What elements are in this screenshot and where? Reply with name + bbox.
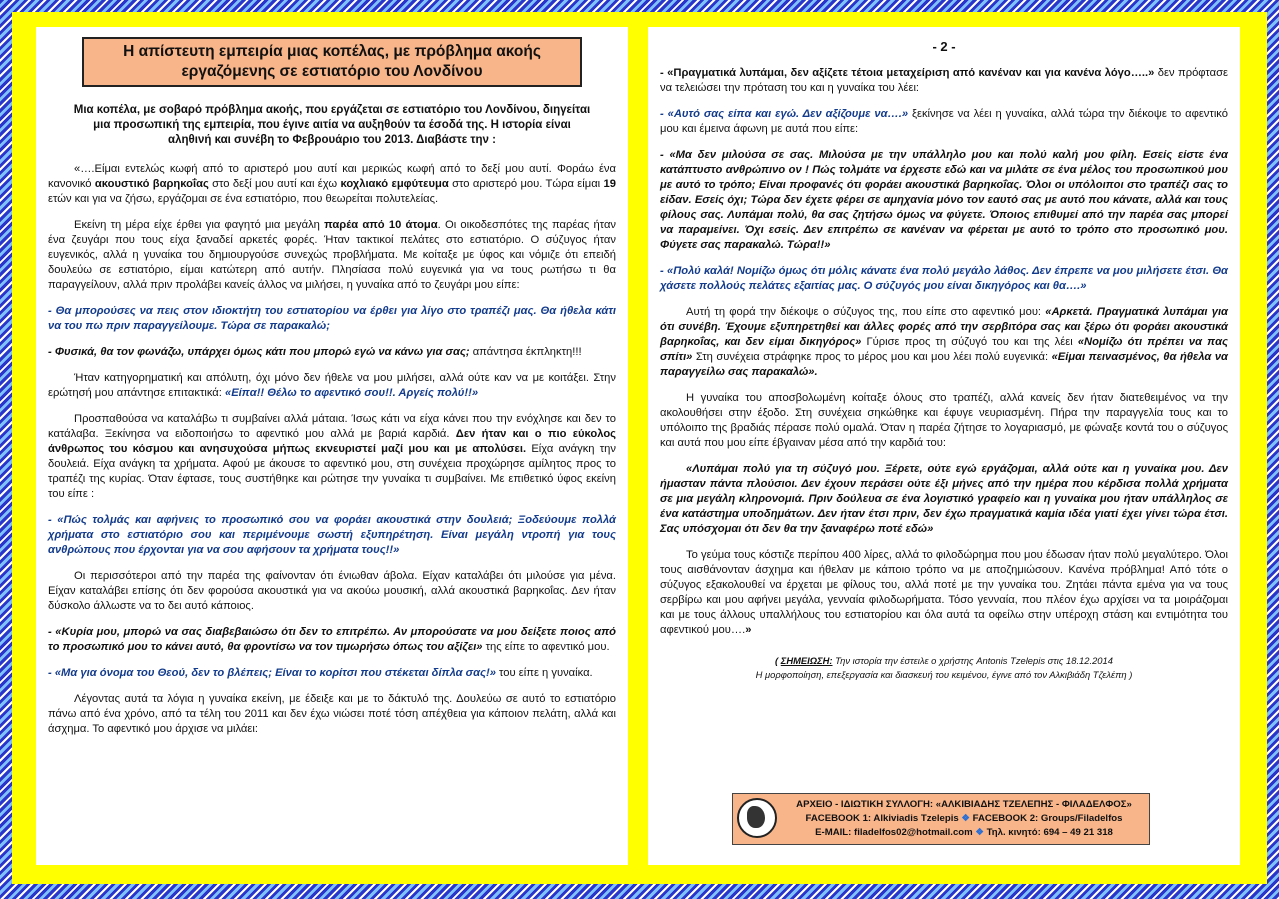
- archive-title: ΑΡΧΕΙΟ - ΙΔΙΩΤΙΚΗ ΣΥΛΛΟΓΗ: «ΑΛΚΙΒΙΑΔΗΣ ΤΖΕΛΕΠΗΣ - ΦΙΛΑΔΕΛΦΟΣ»: [796, 799, 1132, 810]
- page-1: [36, 27, 628, 865]
- quote-2: - Φυσικά, θα τον φωνάζω, υπάρχει όμως κάτι που μπορώ εγώ να κάνω για σας; απάντησα έκπληκτη!!!: [48, 346, 582, 358]
- quote-3: - «Πώς τολμάς και αφήνεις το προσωπικό σου να φοράει ακουστικά στην δουλειά; Ξοδεύουμε πολλά χρήματα στο εστιατόριο σου και περιμένουμε σωστή εξυπηρέτηση. Είναι μεγάλη ντροπή για τους ανθρώπους που έρχονται για να σου αφήσουν τα χρήματα τους!!»: [48, 514, 616, 556]
- reply-1: - «Πραγματικά λυπάμαι, δεν αξίζετε τέτοια μεταχείριση από κανέναν και για κανένα λόγο…..» δεν πρόφτασε να τελειώσει την πρόταση του και η γυναίκα του λέει:: [660, 67, 1229, 94]
- paragraph-4: Προσπαθούσα να καταλάβω τι συμβαίνει αλλά μάταια. Ίσως κάτι να είχα κάνει που την ενόχλησε και δεν το κατάλαβα. Ξεκίνησα να ειδοποιήσω το αφεντικό μου αλλά με βαριά καρδιά. Δεν ήταν και ο πιο εύκολος άνθρωπος του κόσμου και ανησυχούσα μήπως εκνευριστεί μαζί μου και με απολύσει. Είχα ανάγκη την δουλειά. Είχα ανάγκη τα χρήματα. Αφού με άκουσε το αφεντικό μου, στη συνέχεια προχώρησε αμίλητος προς το τραπέζι της κυρίας. Όταν έφτασε, τους συστήθηκε και ρώτησε την γυναίκα τι συμβαίνει. Με επιθετικό ύφος εκείνη του είπε :: [48, 413, 616, 500]
- globe-logo-icon: [737, 798, 777, 838]
- archive-box: [732, 793, 1150, 845]
- paragraph-2: Εκείνη τη μέρα είχε έρθει για φαγητό μια μεγάλη παρέα από 10 άτομα. Οι οικοδεσπότες της παρέας ήταν ένα ζευγάρι που τους είχα ξαναδεί αρκετές φορές. Ήταν τακτικοί πελάτες στο εστιατόριο. Ο σύζυγος ήταν ευγενικός, αλλά η γυναίκα του δημιουργούσε συνεχώς προβλήματα. Με κοίταξε με ύφος και νόμιζε ότι επειδή δουλεύω σε εστιατόριο, είμαι κατώτερη από αυτήν. Πλησίασα πολύ ευγενικά για να τους ρωτήσω τι θα παραγγείλουν, αλλά πριν προλάβει κανείς άλλος να μιλήσει, η γυναίκα από το ζευγάρι μου είπε:: [48, 219, 617, 291]
- quote-1: - Θα μπορούσες να πεις στον ιδιοκτήτη του εστιατορίου να έρθει για λίγο στο τραπέζι μας. Θα ήθελα κάτι να του πω πριν παραγγείλουμε. Τώρα σε παρακαλώ;: [48, 305, 616, 332]
- paragraph-1: «….Είμαι εντελώς κωφή από το αριστερό μου αυτί και μερικώς κωφή από το δεξί μου αυτί. Φοράω ένα κανονικό ακουστικό βαρηκοΐας στο δεξί μου αυτί και έχω κοχλιακό εμφύτευμα στο αριστερό μου. Τώρα είμαι 19 ετών και για να ζήσω, εργάζομαι σε ένα εστιατόριο, που θεωρείται πολυτελείας.: [48, 163, 616, 205]
- archive-contact: E-MAIL: filadelfos02@hotmail.com ❖ Τηλ. κινητό: 694 – 49 21 318: [815, 827, 1113, 838]
- quote-5: - «Μα για όνομα του Θεού, δεν το βλέπεις; Είναι το κορίτσι που στέκεται δίπλα σας!» του είπε η γυναίκα.: [48, 667, 593, 679]
- note: ( ΣΗΜΕΙΩΣΗ: Την ιστορία την έστειλε ο χρήστης Antonis Tzelepis στις 18.12.2014 Η μορφοποίηση, επεξεργασία και διασκευή του κειμένου, έγινε από τον Αλκιβιάδη Τζελέπη ): [755, 655, 1133, 680]
- article-title: Η απίστευτη εμπειρία μιας κοπέλας, με πρόβλημα ακοής εργαζόμενης σε εστιατόριο του Λονδίνου: [82, 37, 582, 87]
- page-2: [648, 27, 1240, 865]
- paragraph-tip: Το γεύμα τους κόστιζε περίπου 400 λίρες, αλλά το φιλοδώρημα που μου έδωσαν ήταν πολύ μεγαλύτερο. Όλοι τους αισθάνονταν άσχημα και ήθελαν με κάποιο τρόπο να με αποζημιώσουν. Κανένα πρόβλημα! Από τότε ο σύζυγος εξακολουθεί να έρχεται με φίλους του, αλλά ποτέ με την γυναίκα του. Ζητάει πάντα εμένα για να τους σερβίρω και μου αφήνει μεγάλα, γενναία φιλοδωρήματα. Τόσο γενναία, που πλέον έχω αρχίσει να τα μοιράζομαι και με τους άλλους υπαλλήλους του εστιατορίου και όλα αυτά τα οφείλω στην υπέροχη στάση και εντιμότητα του αφεντικού μου….»: [660, 549, 1228, 636]
- paragraph-husband: Αυτή τη φορά την διέκοψε ο σύζυγος της, που είπε στο αφεντικό μου: «Αρκετά. Πραγματικά λυπάμαι για ότι συνέβη. Έχουμε εξυπηρετηθεί και άλλες φορές από την σερβιτόρα σας και ξέρω ότι φοράει ακουστικά βαρηκοΐας, και δεν είμαι δικηγόρος» Γύρισε προς τη σύζυγό του και της λέει «Νομίζω ότι πρέπει να πας σπίτι» Στη συνέχεια στράφηκε προς το μέρος μου και μου λέει πολύ ευγενικά: «Είμαι πεινασμένος, θα ήθελα να παραγγείλω σας παρακαλώ».: [660, 306, 1228, 378]
- reply-4: - «Πολύ καλά! Νομίζω όμως ότι μόλις κάνατε ένα πολύ μεγάλο λάθος. Δεν έπρεπε να μου μιλήσετε έτσι. Θα χάσετε πολλούς πελάτες εξαιτίας μας. Ο σύζυγός μου είναι δικηγόρος και θα….»: [660, 265, 1228, 292]
- paragraph-wife-leaves: Η γυναίκα του αποσβολωμένη κοίταξε όλους στο τραπέζι, αλλά κανείς δεν ήταν διατεθειμένος να την ακολουθήσει στην έξοδο. Στη συνέχεια σηκώθηκε και έφυγε νευριασμένη. Πήρα την παραγγελία τους και το υπόλοιπο της βραδιάς πέρασε πολύ ομαλά. Όταν η παρέα ζήτησε το λογαριασμό, με φώναξε κοντά του ο σύζυγος και αυτά που μου είπε έβγαιναν μέσα από την καρδιά του:: [660, 392, 1228, 449]
- archive-facebook: FACEBOOK 1: Alkiviadis Tzelepis ❖ FACEBOOK 2: Groups/Filadelfos: [805, 813, 1123, 824]
- boss-speech: - «Μα δεν μιλούσα σε σας. Μιλούσα με την υπάλληλο μου και πολύ καλή μου φίλη. Εσείς είστε ένα κατάπτυστο ανθρώπινο ον ! Πώς τολμάτε να έρχεστε εδώ και να μιλάτε σε ένα μέλος του προσωπικού μου με αυτό το τρόπο; Είναι προφανές ότι φοράει ακουστικά βαρηκοΐας. Όλοι οι υπόλοιποι στο τραπέζι σας το είδαν. Εσείς όχι; Τώρα δεν έχετε φέρει σε αμηχανία μόνο τον εαυτό σας με αυτό που κάνατε, αλλά και τους φίλους σας. Λυπάμαι πολύ, θα σας ζητήσω όμως να φύγετε. Όποιος επιθυμεί από την παρέα σας μπορεί να παραμείνει. Όχι εσείς. Δεν επιτρέπω σε κανέναν να φέρεται με αυτό το τρόπο στο προσωπικό μου. Φύγετε σας παρακαλώ. Τώρα!!»: [660, 149, 1228, 251]
- paragraph-5: Οι περισσότεροι από την παρέα της φαίνονταν ότι ένιωθαν άβολα. Είχαν καταλάβει ότι μιλούσε για μένα. Είχαν καταλάβει επίσης ότι δεν φορούσα ακουστικά για να ακούω μουσική, αλλά ακουστικά βαρηκοΐας. Δεν ήταν δύσκολο άλλωστε να το δει αυτό κάποιος.: [48, 570, 616, 612]
- reply-2: - «Αυτό σας είπα και εγώ. Δεν αξίζουμε να….» ξεκίνησε να λέει η γυναίκα, αλλά τώρα την διέκοψε το αφεντικό μου και έμεινα άφωνη με αυτά που είπε:: [660, 108, 1228, 135]
- quote-4: - «Κυρία μου, μπορώ να σας διαβεβαιώσω ότι δεν το επιτρέπω. Αν μπορούσατε να μου δείξετε ποιος από το προσωπικό μου το κάνει αυτό, θα φροντίσω να τον τιμωρήσω όπως του αξίζει» της είπε το αφεντικό μου.: [48, 626, 616, 653]
- page-number: - 2 -: [932, 39, 956, 54]
- intro-paragraph: Μια κοπέλα, με σοβαρό πρόβλημα ακοής, που εργάζεται σε εστιατόριο του Λονδίνου, διηγείται μια προσωπική της εμπειρία, που έγινε αιτία να αυξηθούν τα έσοδά της. Η ιστορία είναι αληθινή και συνέβη το Φεβρουάριο του 2013. Διαβάστε την :: [73, 104, 591, 146]
- husband-speech: «Λυπάμαι πολύ για τη σύζυγό μου. Ξέρετε, ούτε εγώ εργάζομαι, αλλά ούτε και η γυναίκα μου. Δεν ήμασταν πάντα πλούσιοι. Δεν έχουν περάσει ούτε έξι μήνες από την ημέρα που κέρδισα πολλά χρήματα σε μια μεγάλη κληρονομιά. Πριν δούλευα σε ένα λογιστικό γραφείο και η γυναίκα μου ήταν υπάλληλος σε ένα κατάστημα υποδημάτων. Δεν ήταν έτσι πριν, δεν έχω πραγματικά καμία ιδέα γιατί έχει γίνει τώρα έτσι. Σας υπόσχομαι ότι δεν θα την ξαναφέρω ποτέ εδώ»: [660, 463, 1228, 535]
- paragraph-6: Λέγοντας αυτά τα λόγια η γυναίκα εκείνη, με έδειξε και με το δάκτυλό της. Δουλεύω σε αυτό το εστιατόριο πάνω από ένα χρόνο, από τα τέλη του 2011 και δεν έχω νιώσει ποτέ τόση απέχθεια για κάποιον πελάτη, αλλά και άσχημα. Το αφεντικό μου άρχισε να μιλάει:: [48, 693, 616, 735]
- paragraph-3: Ήταν κατηγορηματική και απόλυτη, όχι μόνο δεν ήθελε να μου μιλήσει, αλλά ούτε καν να με κοιτάξει. Στην ερώτησή μου απάντησε επιτακτικά: «Είπα!! Θέλω το αφεντικό σου!!. Αργείς πολύ!!»: [48, 372, 616, 399]
